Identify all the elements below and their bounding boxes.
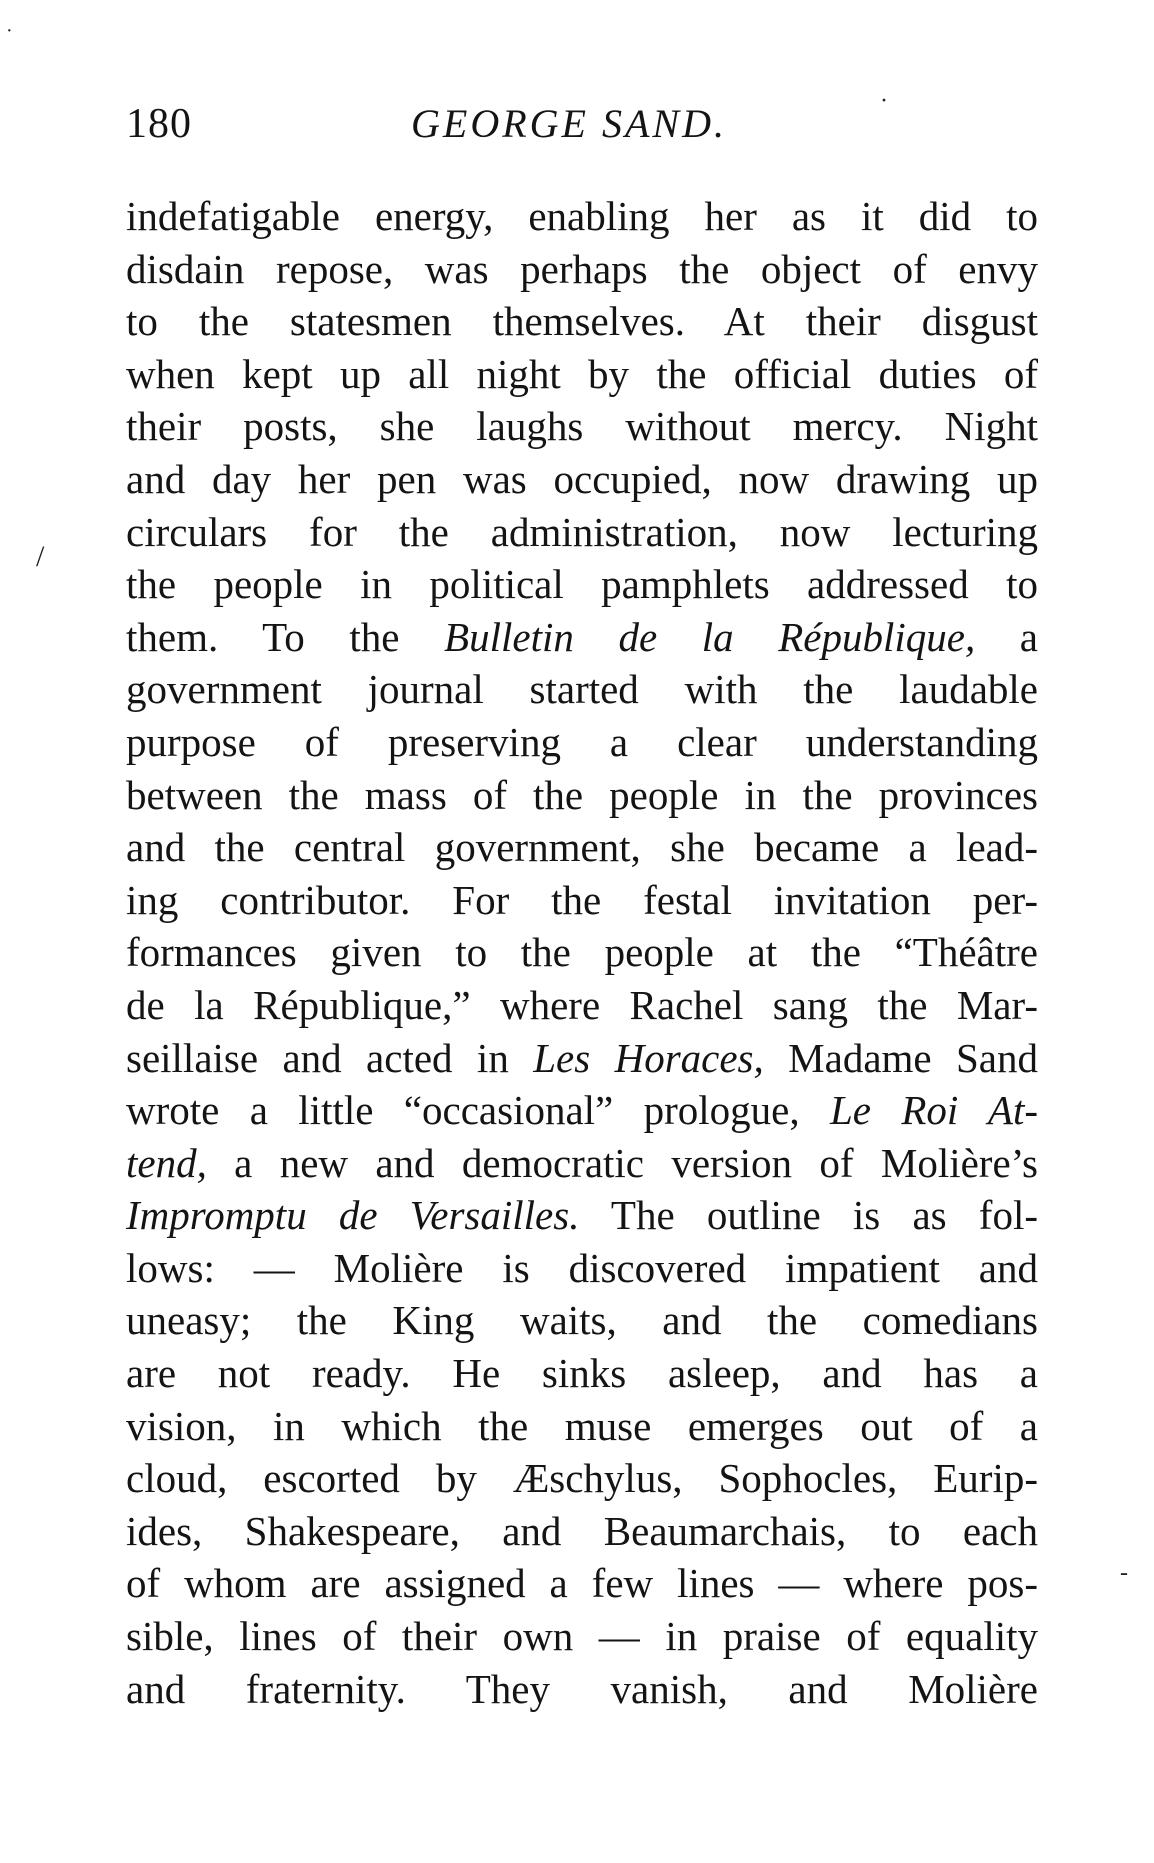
text-line: their posts, she laughs without mercy. Night [126,403,1038,450]
text-line: cloud, escorted by Æschylus, Sophocles, Eurip- [126,1455,1038,1502]
text-line: disdain repose, was perhaps the object of envy [126,245,1038,292]
text-line: and the central government, she became a lead- [126,824,1038,871]
text-line [126,1137,1038,1190]
text-line [126,1189,1038,1242]
text-line: ing contributor. For the festal invitation per- [126,876,1038,923]
text-line [126,611,1038,664]
text-segment: wrote a little “occasional” prologue, [126,1087,830,1134]
text-line: and fraternity. They vanish, and Molière [126,1665,1038,1712]
italic-title: Le Roi At- [829,1087,1038,1134]
text-line: de la République,” where Rachel sang the Mar- [126,981,1038,1028]
page-number: 180 [126,101,192,147]
running-header [126,100,1046,160]
text-line: indefatigable energy, enabling her as it did to [126,193,1038,239]
text-line: the people in political pamphlets addressed to [126,561,1038,608]
text-line [126,1084,1038,1137]
text-line: vision, in which the muse emerges out of a [126,1402,1038,1449]
text-line: sible, lines of their own — in praise of equality [126,1613,1038,1660]
italic-title: tend, [126,1139,207,1186]
text-segment: seillaise and acted in [126,1034,534,1081]
text-line: formances given to the people at the “Théâtre [126,929,1038,976]
text-segment: them. To the [126,613,445,660]
italic-title: Impromptu de Versailles. [126,1192,580,1239]
italic-title: Bulletin de la République, [444,613,976,660]
text-line [126,1032,1038,1085]
text-line: purpose of preserving a clear understanding [126,718,1038,765]
body-text [126,190,1038,1715]
text-segment: a new and democratic version of Molière’s [206,1139,1038,1186]
margin-speck-top-left: · [6,20,13,42]
text-line: between the mass of the people in the provinces [126,771,1038,818]
text-segment: a [975,613,1038,660]
text-line: when kept up all night by the official duties of [126,350,1038,397]
text-line: and day her pen was occupied, now drawing up [126,455,1038,502]
text-segment: The outline is as fol- [579,1192,1038,1239]
margin-dash-right: - [1120,1560,1128,1586]
text-line: government journal started with the laudable [126,666,1038,713]
text-line: lows: — Molière is discovered impatient and [126,1244,1038,1291]
italic-title: Les Horaces, [533,1034,764,1081]
margin-tick-left: / [36,540,45,573]
text-line: ides, Shakespeare, and Beaumarchais, to each [126,1507,1038,1554]
running-title: GEORGE SAND. [411,101,727,146]
text-line: of whom are assigned a few lines — where pos- [126,1560,1038,1607]
text-line: to the statesmen themselves. At their disgust [126,298,1038,345]
text-line: uneasy; the King waits, and the comedians [126,1297,1038,1344]
text-line: are not ready. He sinks asleep, and has a [126,1350,1038,1397]
margin-speck-top-right: · [880,88,888,114]
text-segment: Madame Sand [763,1034,1038,1081]
text-line: circulars for the administration, now lecturing [126,508,1038,555]
